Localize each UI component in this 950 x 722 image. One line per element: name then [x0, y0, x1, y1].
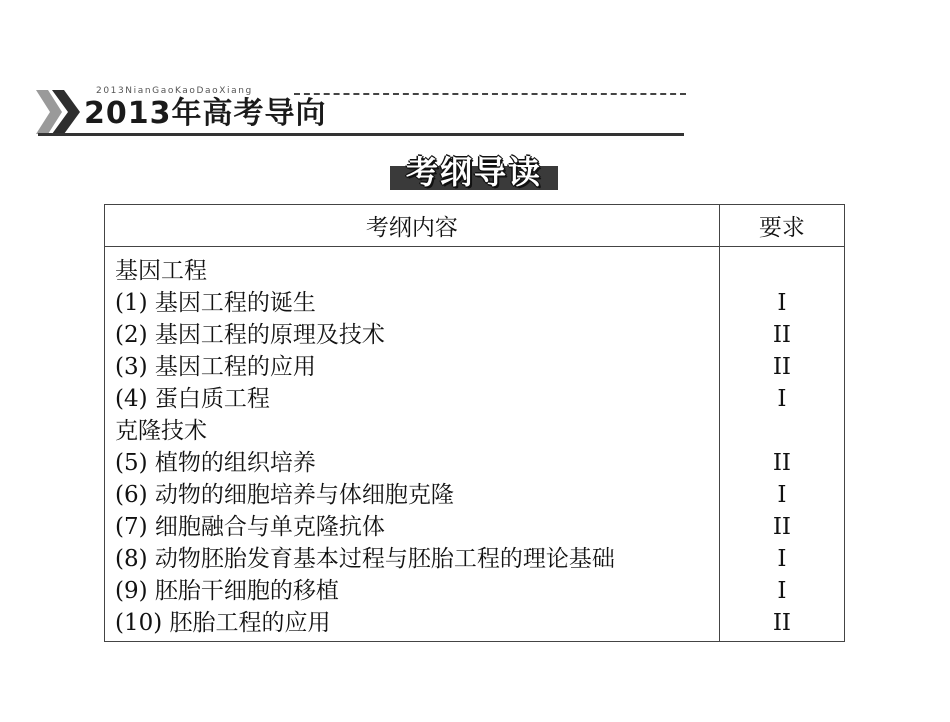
- requirement-level: II: [772, 610, 791, 636]
- requirement-level: II: [772, 322, 791, 348]
- content-item: (1) 基因工程的诞生: [115, 290, 316, 316]
- requirement-column: [719, 247, 844, 642]
- content-item: (8) 动物胚胎发育基本过程与胚胎工程的理论基础: [115, 546, 615, 572]
- content-item: (6) 动物的细胞培养与体细胞克隆: [115, 482, 454, 508]
- banner-title: 2013年高考导向: [84, 96, 327, 131]
- content-column: [105, 247, 720, 642]
- header-content: 考纲内容: [105, 205, 720, 247]
- table-header-row: [105, 205, 845, 247]
- content-item: (3) 基因工程的应用: [115, 354, 316, 380]
- requirement-level: [720, 415, 844, 447]
- requirement-level: II: [772, 450, 791, 476]
- section-badge-label: 考纲导读: [405, 153, 542, 191]
- requirement-level: I: [777, 386, 787, 412]
- header-requirement: 要求: [719, 205, 844, 247]
- content-item: 克隆技术: [115, 418, 207, 444]
- requirement-level: II: [772, 514, 791, 540]
- content-item: (2) 基因工程的原理及技术: [115, 322, 385, 348]
- content-item: (4) 蛋白质工程: [115, 386, 270, 412]
- content-item: (10) 胚胎工程的应用: [115, 610, 331, 636]
- table-body-row: [105, 247, 845, 642]
- requirement-level: [720, 255, 844, 287]
- banner-underline: [38, 133, 684, 136]
- requirement-level: I: [777, 578, 787, 604]
- content-item: (9) 胚胎干细胞的移植: [115, 578, 339, 604]
- requirement-level: I: [777, 482, 787, 508]
- content-item: 基因工程: [115, 258, 207, 284]
- double-chevron-icon: [36, 90, 82, 134]
- requirement-level: II: [772, 354, 791, 380]
- requirement-level: I: [777, 546, 787, 572]
- section-badge: [390, 152, 558, 192]
- banner-dashed-line: [294, 93, 686, 95]
- banner-pinyin: 2013NianGaoKaoDaoXiang: [96, 86, 253, 96]
- requirement-level: I: [777, 290, 787, 316]
- header-banner: [36, 82, 686, 138]
- content-item: (5) 植物的组织培养: [115, 450, 316, 476]
- content-item: (7) 细胞融合与单克隆抗体: [115, 514, 385, 540]
- syllabus-table: [104, 204, 845, 642]
